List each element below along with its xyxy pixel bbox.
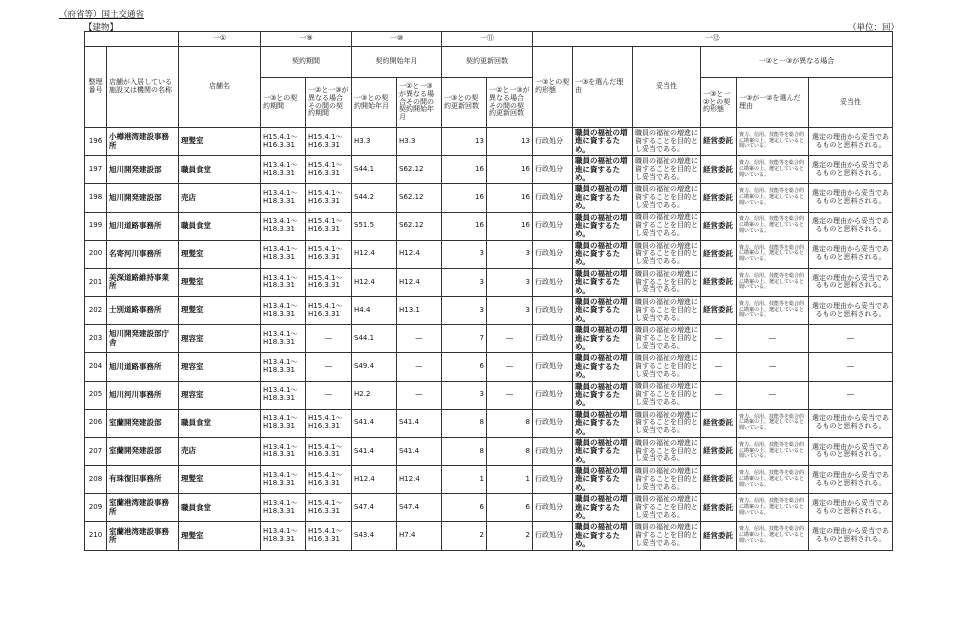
cell-no: 201 [85,268,107,296]
cell-s1: H12.4 [352,466,397,494]
cell-tenant: 小樽港湾建設事務所 [107,128,179,156]
cell-reason: 職員の福祉の増進に資するため。 [573,437,633,465]
cell-no: 209 [85,494,107,522]
group-header-10: 一⑩ [352,32,442,47]
cell-form: 行政処分 [533,128,573,156]
cell-n1: 3 [442,240,487,268]
cell-tenant: 旭川開発建設部 [107,156,179,184]
cell-reason2: 資力、信用、技能等を総合的に勘案の上、選定していると聞いている。 [737,466,809,494]
col-c12b: 一③を選んだ理由 [573,47,633,128]
cell-no: 208 [85,466,107,494]
cell-p2: H15.4.1～H16.3.31 [306,466,352,494]
cell-s2: H12.4 [397,268,442,296]
cell-store: 理髪室 [179,268,261,296]
cell-n2: 16 [487,212,533,240]
cell-valid2: 選定の理由から妥当であるものと思料される。 [809,466,893,494]
cell-valid: 職員の福祉の増進に資することを目的とし妥当である。 [633,381,701,409]
cell-no: 198 [85,184,107,212]
cell-reason2: ― [737,381,809,409]
cell-n1: 3 [442,381,487,409]
cell-store: 理容室 [179,353,261,381]
cell-s1: H12.4 [352,268,397,296]
cell-p1: H15.4.1～H16.3.31 [261,128,306,156]
cell-p2: H15.4.1～H16.3.31 [306,128,352,156]
cell-tenant: 旭川道路事務所 [107,353,179,381]
cell-p1: H13.4.1～H18.3.31 [261,437,306,465]
cell-s2: S47.4 [397,494,442,522]
cell-reason2: 資力、信用、技能等を総合的に勘案の上、選定していると聞いている。 [737,212,809,240]
cell-s1: S51.5 [352,212,397,240]
cell-form2: ― [701,325,737,353]
cell-no: 200 [85,240,107,268]
cell-s2: S62.12 [397,156,442,184]
cell-store: 理髪室 [179,128,261,156]
table-row [85,268,893,296]
cell-p2: H15.4.1～H16.3.31 [306,156,352,184]
cell-store: 理容室 [179,381,261,409]
cell-s1: S47.4 [352,494,397,522]
cell-s1: H12.4 [352,240,397,268]
cell-reason: 職員の福祉の増進に資するため。 [573,409,633,437]
cell-s2: H3.3 [397,128,442,156]
cell-form: 行政処分 [533,437,573,465]
col-c12f: 妥当性 [809,78,893,128]
cell-tenant: 旭川開発建設部庁舎 [107,325,179,353]
cell-tenant: 室蘭開発建設部 [107,437,179,465]
cell-form: 行政処分 [533,240,573,268]
cell-form: 行政処分 [533,297,573,325]
cell-n2: 13 [487,128,533,156]
cell-valid2: 選定の理由から妥当であるものと思料される。 [809,409,893,437]
table-row [85,381,893,409]
cell-n1: 16 [442,184,487,212]
cell-no: 204 [85,353,107,381]
cell-n1: 3 [442,297,487,325]
cell-reason: 職員の福祉の増進に資するため。 [573,466,633,494]
cell-valid: 職員の福祉の増進に資することを目的とし妥当である。 [633,466,701,494]
cell-valid: 職員の福祉の増進に資することを目的とし妥当である。 [633,494,701,522]
cell-form: 行政処分 [533,494,573,522]
cell-reason: 職員の福祉の増進に資するため。 [573,128,633,156]
cell-reason2: 資力、信用、技能等を総合的に勘案の上、選定していると聞いている。 [737,409,809,437]
cell-n1: 6 [442,494,487,522]
cell-p2: H15.4.1～H16.3.31 [306,297,352,325]
col-c11b: 一②と一③が異なる場合その間の契約更新回数 [487,78,533,128]
cell-valid: 職員の福祉の増進に資することを目的とし妥当である。 [633,297,701,325]
cell-n2: ― [487,381,533,409]
cell-n1: 6 [442,353,487,381]
cell-valid2: 選定の理由から妥当であるものと思料される。 [809,240,893,268]
cell-s2: S62.12 [397,212,442,240]
cell-reason2: 資力、信用、技能等を総合的に勘案の上、選定していると聞いている。 [737,268,809,296]
ministry-label: （府省等）国土交通省 [59,10,145,20]
table-row [85,156,893,184]
cell-p1: H13.4.1～H18.3.31 [261,325,306,353]
cell-valid2: ― [809,325,893,353]
cell-p2: H15.4.1～H16.3.31 [306,494,352,522]
cell-valid: 職員の福祉の増進に資することを目的とし妥当である。 [633,325,701,353]
cell-valid: 職員の福祉の増進に資することを目的とし妥当である。 [633,353,701,381]
col-c12e: 一③が一②を選んだ理由 [737,78,809,128]
cell-valid: 職員の福祉の増進に資することを目的とし妥当である。 [633,268,701,296]
cell-n1: 13 [442,128,487,156]
cell-p2: H15.4.1～H16.3.31 [306,240,352,268]
cell-tenant: 美深道路維持事業所 [107,268,179,296]
col-c11a: 一③との契約更新回数 [442,78,487,128]
cell-tenant: 室蘭港湾建設事務所 [107,494,179,522]
section-label: 【建物】 [84,23,119,33]
cell-p2: H15.4.1～H16.3.31 [306,522,352,550]
col-c9a: 一③との契約期間 [261,78,306,128]
cell-reason2: 資力、信用、技能等を総合的に勘案の上、選定していると聞いている。 [737,184,809,212]
table-body [85,128,893,551]
cell-store: 理髪室 [179,240,261,268]
cell-reason: 職員の福祉の増進に資するため。 [573,297,633,325]
cell-form: 行政処分 [533,184,573,212]
cell-tenant: 有珠復旧事務所 [107,466,179,494]
col-c9b: 一②と一③が異なる場合その間の契約期間 [306,78,352,128]
cell-no: 199 [85,212,107,240]
cell-reason2: 資力、信用、技能等を総合的に勘案の上、選定していると聞いている。 [737,494,809,522]
cell-form: 行政処分 [533,409,573,437]
cell-p2: ― [306,353,352,381]
cell-store: 売店 [179,437,261,465]
cell-n2: 3 [487,240,533,268]
cell-n1: 8 [442,409,487,437]
cell-n2: 3 [487,297,533,325]
cell-form: 行政処分 [533,522,573,550]
cell-no: 197 [85,156,107,184]
group-header-9: 一⑨ [261,32,352,47]
cell-s2: H12.4 [397,240,442,268]
cell-valid2: 選定の理由から妥当であるものと思料される。 [809,437,893,465]
cell-n2: ― [487,325,533,353]
blank-header [85,32,179,47]
cell-form: 行政処分 [533,212,573,240]
cell-store: 売店 [179,184,261,212]
cell-s1: S41.4 [352,437,397,465]
cell-valid: 職員の福祉の増進に資することを目的とし妥当である。 [633,184,701,212]
cell-store: 理髪室 [179,466,261,494]
cell-s1: S44.2 [352,184,397,212]
cell-store: 職員食堂 [179,212,261,240]
cell-reason2: 資力、信用、技能等を総合的に勘案の上、選定していると聞いている。 [737,297,809,325]
cell-form2: ― [701,353,737,381]
cell-p1: H13.4.1～H18.3.31 [261,184,306,212]
cell-reason: 職員の福祉の増進に資するため。 [573,381,633,409]
cell-valid: 職員の福祉の増進に資することを目的とし妥当である。 [633,522,701,550]
cell-valid: 職員の福祉の増進に資することを目的とし妥当である。 [633,437,701,465]
cell-s1: H4.4 [352,297,397,325]
cell-n2: 16 [487,184,533,212]
table-row [85,522,893,550]
cell-valid2: 選定の理由から妥当であるものと思料される。 [809,268,893,296]
col-c10b: 一②と一③が異なる場合その間の契約開始年月 [397,78,442,128]
cell-valid2: 選定の理由から妥当であるものと思料される。 [809,212,893,240]
cell-store: 職員食堂 [179,409,261,437]
cell-form: 行政処分 [533,381,573,409]
col-c12a: 一③との契約形態 [533,47,573,128]
col-no: 整理番号 [85,47,107,128]
cell-s2: S41.4 [397,437,442,465]
cell-reason: 職員の福祉の増進に資するため。 [573,184,633,212]
cell-n2: 2 [487,522,533,550]
cell-reason: 職員の福祉の増進に資するため。 [573,268,633,296]
cell-reason2: ― [737,325,809,353]
cell-s2: H13.1 [397,297,442,325]
col-c12d: 一③と一②との契約形態 [701,78,737,128]
cell-p1: H13.4.1～H18.3.31 [261,212,306,240]
cell-p1: H13.4.1～H18.3.31 [261,297,306,325]
table-row [85,466,893,494]
cell-n2: 6 [487,494,533,522]
cell-form: 行政処分 [533,156,573,184]
cell-reason2: 資力、信用、技能等を総合的に勘案の上、選定していると聞いている。 [737,156,809,184]
cell-reason2: 資力、信用、技能等を総合的に勘案の上、選定していると聞いている。 [737,240,809,268]
table-row [85,494,893,522]
cell-no: 205 [85,381,107,409]
unit-label: （単位：回） [848,23,900,33]
cell-s2: ― [397,381,442,409]
cell-s1: S41.4 [352,409,397,437]
cell-form2: 経営委託 [701,184,737,212]
cell-form2: 経営委託 [701,409,737,437]
table-row [85,184,893,212]
cell-store: 職員食堂 [179,156,261,184]
cell-valid2: 選定の理由から妥当であるものと思料される。 [809,156,893,184]
cell-reason: 職員の福祉の増進に資するため。 [573,494,633,522]
cell-s2: S41.4 [397,409,442,437]
cell-n1: 2 [442,522,487,550]
group-header-11: 一⑪ [442,32,533,47]
cell-store: 理髪室 [179,297,261,325]
cell-reason: 職員の福祉の増進に資するため。 [573,240,633,268]
cell-valid2: ― [809,353,893,381]
cell-no: 207 [85,437,107,465]
cell-valid2: ― [809,381,893,409]
cell-s1: S44.1 [352,156,397,184]
cell-valid2: 選定の理由から妥当であるものと思料される。 [809,297,893,325]
cell-s1: H3.3 [352,128,397,156]
cell-p2: H15.4.1～H16.3.31 [306,268,352,296]
cell-p2: H15.4.1～H16.3.31 [306,184,352,212]
cell-valid: 職員の福祉の増進に資することを目的とし妥当である。 [633,212,701,240]
cell-p1: H13.4.1～H18.3.31 [261,268,306,296]
cell-p2: H15.4.1～H16.3.31 [306,212,352,240]
group-header-12: 一⑫ [533,32,893,47]
cell-n1: 1 [442,466,487,494]
cell-p2: ― [306,325,352,353]
cell-s2: S62.12 [397,184,442,212]
col-c10a: 一③との契約開始年月 [352,78,397,128]
col-store: 店舗名 [179,47,261,128]
cell-p1: H13.4.1～H18.3.31 [261,494,306,522]
cell-n2: ― [487,353,533,381]
table-row [85,437,893,465]
cell-form2: 経営委託 [701,128,737,156]
cell-valid: 職員の福祉の増進に資することを目的とし妥当である。 [633,240,701,268]
table-row [85,409,893,437]
cell-reason2: 資力、信用、技能等を総合的に勘案の上、選定していると聞いている。 [737,128,809,156]
table-row [85,240,893,268]
cell-n1: 7 [442,325,487,353]
subgroup-different: 一②と一③が異なる場合 [701,47,893,78]
cell-tenant: 室蘭港湾建設事務所 [107,522,179,550]
cell-tenant: 旭川河川事務所 [107,381,179,409]
cell-store: 職員食堂 [179,494,261,522]
cell-tenant: 旭川道路事務所 [107,212,179,240]
cell-form2: 経営委託 [701,268,737,296]
cell-s1: S44.1 [352,325,397,353]
subgroup-header-row [85,47,893,78]
cell-n2: 1 [487,466,533,494]
cell-s2: H7.4 [397,522,442,550]
table-row [85,128,893,156]
cell-n2: 8 [487,409,533,437]
cell-no: 203 [85,325,107,353]
cell-valid2: 選定の理由から妥当であるものと思料される。 [809,128,893,156]
cell-form2: 経営委託 [701,212,737,240]
cell-n1: 16 [442,156,487,184]
contracts-table [84,31,893,551]
cell-s2: ― [397,353,442,381]
cell-s1: H2.2 [352,381,397,409]
cell-n1: 16 [442,212,487,240]
cell-s1: S43.4 [352,522,397,550]
cell-n2: 8 [487,437,533,465]
cell-n2: 16 [487,156,533,184]
cell-p1: H13.4.1～H18.3.31 [261,156,306,184]
cell-form2: 経営委託 [701,297,737,325]
cell-n1: 3 [442,268,487,296]
cell-reason: 職員の福祉の増進に資するため。 [573,156,633,184]
cell-form2: 経営委託 [701,494,737,522]
cell-no: 202 [85,297,107,325]
cell-valid: 職員の福祉の増進に資することを目的とし妥当である。 [633,409,701,437]
subgroup-period: 契約期間 [261,47,352,78]
cell-valid: 職員の福祉の増進に資することを目的とし妥当である。 [633,156,701,184]
cell-no: 196 [85,128,107,156]
col-c12c: 妥当性 [633,47,701,128]
cell-store: 理髪室 [179,522,261,550]
cell-reason2: 資力、信用、技能等を総合的に勘案の上、選定していると聞いている。 [737,437,809,465]
cell-form2: 経営委託 [701,437,737,465]
cell-p1: H13.4.1～H18.3.31 [261,381,306,409]
group-header-row [85,32,893,47]
cell-reason: 職員の福祉の増進に資するため。 [573,325,633,353]
cell-store: 理容室 [179,325,261,353]
cell-s1: S49.4 [352,353,397,381]
subgroup-renewals: 契約更新回数 [442,47,533,78]
cell-n2: 3 [487,268,533,296]
cell-form: 行政処分 [533,353,573,381]
cell-s2: ― [397,325,442,353]
cell-tenant: 旭川開発建設部 [107,184,179,212]
cell-valid: 職員の福祉の増進に資することを目的とし妥当である。 [633,128,701,156]
table-row [85,353,893,381]
cell-reason: 職員の福祉の増進に資するため。 [573,212,633,240]
cell-valid2: 選定の理由から妥当であるものと思料される。 [809,184,893,212]
cell-n1: 8 [442,437,487,465]
cell-p1: H13.4.1～H18.3.31 [261,522,306,550]
cell-no: 206 [85,409,107,437]
subgroup-start: 契約開始年月 [352,47,442,78]
cell-tenant: 士別道路事務所 [107,297,179,325]
cell-form2: 経営委託 [701,240,737,268]
cell-reason2: 資力、信用、技能等を総合的に勘案の上、選定していると聞いている。 [737,522,809,550]
cell-p1: H13.4.1～H18.3.31 [261,240,306,268]
cell-form2: 経営委託 [701,522,737,550]
cell-p1: H13.4.1～H18.3.31 [261,353,306,381]
cell-valid2: 選定の理由から妥当であるものと思料される。 [809,522,893,550]
cell-p2: H15.4.1～H16.3.31 [306,409,352,437]
table-row [85,212,893,240]
cell-tenant: 名寄河川事務所 [107,240,179,268]
cell-tenant: 室蘭開発建設部 [107,409,179,437]
cell-reason: 職員の福祉の増進に資するため。 [573,522,633,550]
cell-form: 行政処分 [533,268,573,296]
cell-form2: ― [701,381,737,409]
cell-reason2: ― [737,353,809,381]
cell-valid2: 選定の理由から妥当であるものと思料される。 [809,494,893,522]
cell-s2: H12.4 [397,466,442,494]
cell-p2: H15.4.1～H16.3.31 [306,437,352,465]
cell-p1: H13.4.1～H18.3.31 [261,409,306,437]
group-header-1: 一① [179,32,261,47]
cell-p2: ― [306,381,352,409]
cell-form2: 経営委託 [701,466,737,494]
col-tenant: 店舗が入居している施設又は機関の名称 [107,47,179,128]
cell-form: 行政処分 [533,466,573,494]
cell-form2: 経営委託 [701,156,737,184]
table-row [85,325,893,353]
cell-form: 行政処分 [533,325,573,353]
cell-reason: 職員の福祉の増進に資するため。 [573,353,633,381]
table-row [85,297,893,325]
cell-no: 210 [85,522,107,550]
cell-p1: H13.4.1～H18.3.31 [261,466,306,494]
